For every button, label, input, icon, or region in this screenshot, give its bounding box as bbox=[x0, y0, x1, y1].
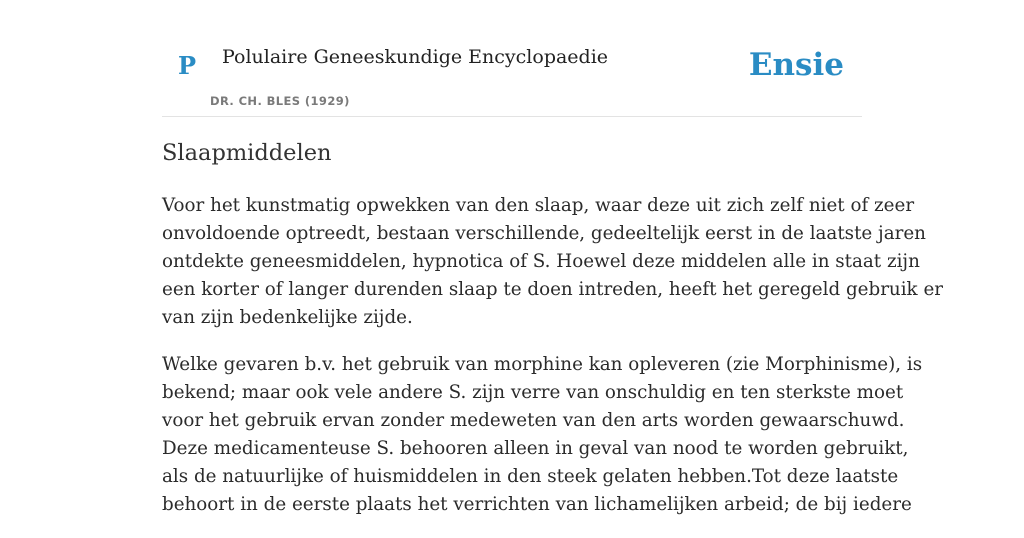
paragraph-line: van zijn bedenkelijke zijde. bbox=[162, 307, 413, 328]
article-paragraph bbox=[162, 351, 923, 519]
article-title: Slaapmiddelen bbox=[162, 140, 332, 166]
article-body bbox=[162, 192, 943, 538]
brand-logo[interactable]: Ensie bbox=[748, 47, 844, 83]
paragraph-line: onvoldoende optreedt, bestaan verschillende, gedeeltelijk eerst in de laatste jaren bbox=[162, 223, 926, 244]
paragraph-line: voor het gebruik ervan zonder medeweten van den arts worden gewaarschuwd. bbox=[162, 410, 905, 431]
paragraph-line: Voor het kunstmatig opwekken van den slaap, waar deze uit zich zelf niet of zeer bbox=[162, 195, 915, 216]
book-title[interactable]: Polulaire Geneeskundige Encyclopaedie bbox=[222, 46, 609, 68]
book-author: DR. CH. BLES (1929) bbox=[210, 94, 350, 108]
page bbox=[162, 0, 943, 515]
paragraph-line: Welke gevaren b.v. het gebruik van morphine kan opleveren (zie Morphinisme), is bbox=[162, 354, 923, 375]
paragraph-line: bekend; maar ook vele andere S. zijn verre van onschuldig en ten sterkste moet bbox=[162, 382, 904, 403]
book-header bbox=[162, 0, 862, 117]
paragraph-line: Deze medicamenteuse S. behooren alleen in geval van nood te worden gebruikt, bbox=[162, 438, 909, 459]
paragraph-line: behoort in de eerste plaats het verrichten van lichamelijken arbeid; de bij iedere bbox=[162, 494, 912, 515]
paragraph-line: ontdekte geneesmiddelen, hypnotica of S. Hoewel deze middelen alle in staat zijn bbox=[162, 251, 920, 272]
paragraph-line: een korter of langer durenden slaap te doen intreden, heeft het geregeld gebruik er bbox=[162, 279, 943, 300]
book-initial: P bbox=[178, 51, 197, 80]
paragraph-line: als de natuurlijke of huismiddelen in den steek gelaten hebben.Tot deze laatste bbox=[162, 466, 899, 487]
article-paragraph bbox=[162, 192, 943, 332]
